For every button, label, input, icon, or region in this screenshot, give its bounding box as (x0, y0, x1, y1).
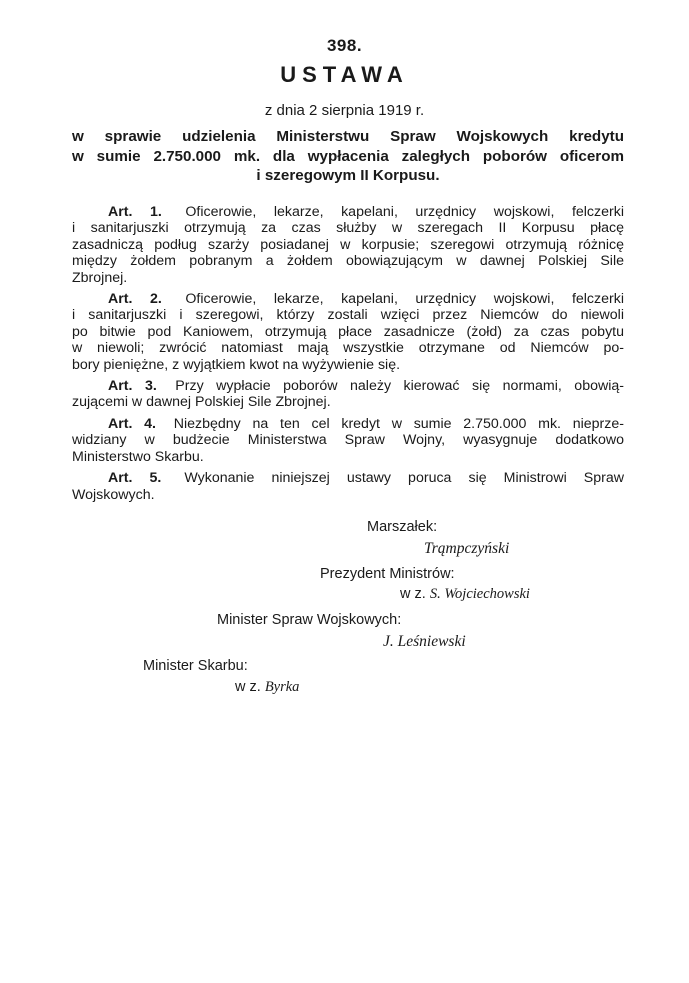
article-number: Art. 3. (108, 378, 157, 395)
document-body (72, 204, 624, 508)
article-line (72, 378, 624, 394)
article-line: i sanitarjuszki otrzymują za czas służby w szeregach II Korpusu płacę (72, 220, 624, 237)
article-number: Art. 4. (108, 415, 156, 432)
signature-prezydent-name: S. Wojciechowski (429, 586, 530, 602)
article-line: po bitwie pod Kaniowem, otrzymują płace zasadnicze (żołd) za czas pobytu (72, 323, 624, 340)
article-text: Wykonanie niniejszej ustawy poruca się Ministrowi Spraw (184, 470, 624, 487)
article-text: Oficerowie, lekarze, kapelani, urzędnicy wojskowi, felczerki (185, 204, 624, 220)
signature-marszalek-title: Marszałek: (367, 519, 438, 535)
article-4 (72, 416, 624, 465)
article-1 (72, 204, 624, 286)
article-line (72, 291, 624, 307)
subject-line: w sumie 2.750.000 mk. dla wypłacenia zaległych poborów oficerom (72, 147, 624, 165)
signature-min-skarbu-name: Byrka (264, 679, 300, 695)
signature-prezydent-line (400, 586, 530, 603)
article-line: zasadniczą podług szarży posiadanej w korpusie; szeregowi otrzymują różnicę (72, 236, 624, 253)
document-date: z dnia 2 sierpnia 1919 r. (264, 102, 425, 119)
article-number: Art. 5. (108, 470, 162, 487)
article-line: Zbrojnej. (72, 269, 128, 286)
signature-min-skarbu-prefix: w z. (235, 679, 261, 695)
signature-min-skarbu-line (235, 679, 299, 696)
signature-min-wojsk-name: J. Leśniewski (383, 633, 466, 650)
signature-marszalek-name: Trąmpczyński (424, 540, 510, 557)
article-line (72, 204, 624, 220)
document-subject (72, 127, 624, 186)
article-number: Art. 1. (108, 204, 162, 220)
article-line: w niewoli; zwrócić natomiast mają wszystkie otrzymane od Niemców po- (72, 340, 624, 357)
subject-line: w sprawie udzielenia Ministerstwu Spraw Wojskowych kredytu (72, 128, 624, 145)
article-line: widziany w budżecie Ministerstwa Spraw Wojny, wyasygnuje dodatkowo (72, 432, 624, 449)
article-line: między żołdem pobranym a żołdem obowiązującym w dawnej Polskiej Sile (72, 253, 624, 270)
article-2 (72, 291, 624, 373)
article-line: bory pieniężne, z wyjątkiem kwot na wyżywienie się. (72, 356, 401, 373)
article-text: Niezbędny na ten cel kredyt w sumie 2.750.000 mk. nieprze- (173, 415, 624, 432)
article-text: Przy wypłacie poborów należy kierować się normami, obowią- (175, 378, 624, 395)
article-number: Art. 2. (108, 291, 162, 308)
signature-prezydent-prefix: w z. (400, 586, 426, 602)
article-3 (72, 378, 624, 411)
page-number: 398. (326, 36, 363, 55)
article-line (72, 416, 624, 432)
article-line: i sanitarjuszki i szeregowi, którzy zostali wzięci przez Niemców do niewoli (72, 307, 624, 324)
article-text: Oficerowie, lekarze, kapelani, urzędnicy wojskowi, felczerki (185, 291, 624, 308)
signature-min-wojsk-title: Minister Spraw Wojskowych: (217, 612, 402, 628)
signature-min-skarbu-title: Minister Skarbu: (143, 658, 248, 674)
signature-prezydent-title: Prezydent Ministrów: (320, 566, 455, 582)
article-line: Ministerstwo Skarbu. (72, 448, 204, 465)
subject-line: i szeregowym II Korpusu. (256, 167, 440, 184)
article-line: zującemi w dawnej Polskiej Sile Zbrojnej. (72, 394, 331, 411)
article-line: Wojskowych. (72, 486, 155, 503)
article-5 (72, 470, 624, 503)
article-line (72, 470, 624, 486)
document-heading: USTAWA (280, 62, 409, 87)
